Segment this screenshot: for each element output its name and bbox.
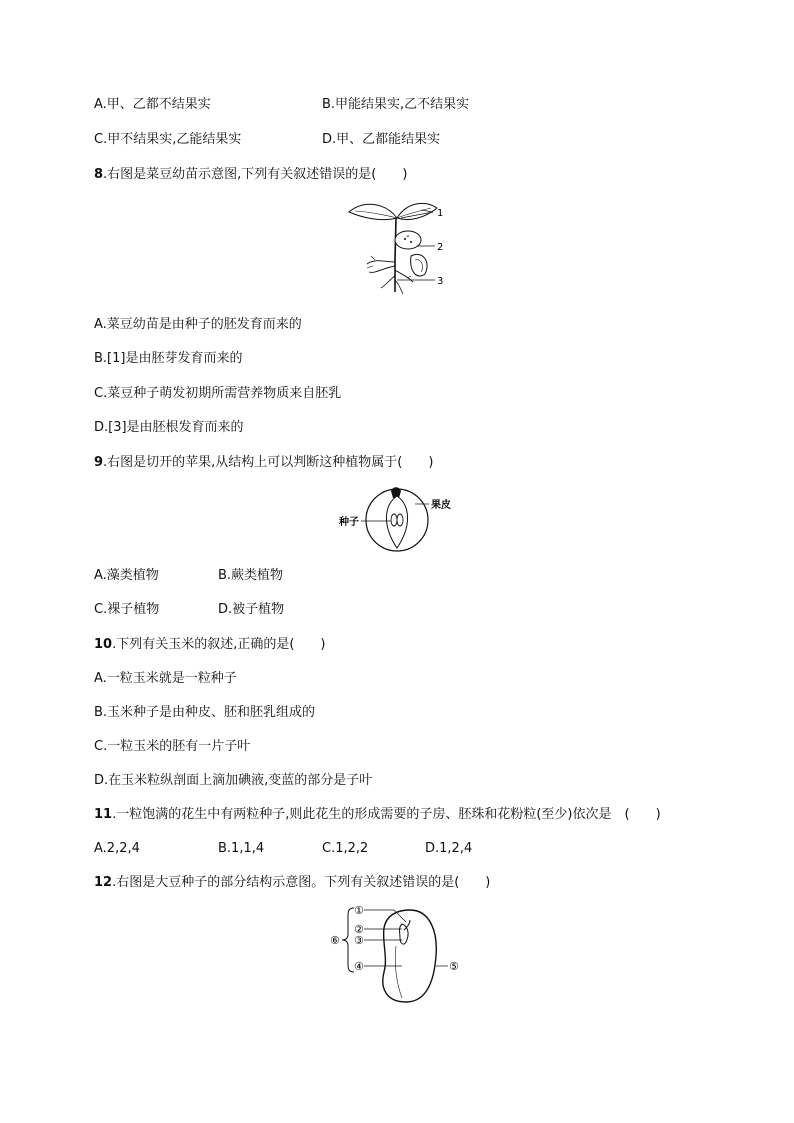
apple-cross-section-figure (335, 484, 465, 554)
q11-option-a: A.2,2,4 (94, 841, 140, 856)
seedling-label-2: 2 (437, 242, 444, 253)
seedling-label-3: 3 (437, 276, 444, 287)
q8-number: 8 (94, 167, 104, 182)
q9-option-d: D.被子植物 (218, 602, 285, 617)
q10-option-b: B.玉米种子是由种皮、胚和胚乳组成的 (94, 705, 316, 720)
q11-stem: .一粒饱满的花生中有两粒种子,则此花生的形成需要的子房、胚珠和花粉粒(至少)依次是 ( ) (112, 807, 661, 822)
q9-option-c: C.裸子植物 (94, 602, 160, 617)
q10-stem-line (94, 636, 326, 654)
q12-number: 12 (94, 875, 113, 890)
seedling-label-1: 1 (437, 208, 444, 219)
q11-option-d: D.1,2,4 (425, 841, 473, 856)
q10-option-c: C.一粒玉米的胚有一片子叶 (94, 739, 251, 754)
bean-seedling-figure (345, 196, 455, 300)
q8-stem-line (94, 166, 407, 184)
q8-option-b: B.[1]是由胚芽发育而来的 (94, 351, 243, 366)
q11-stem-line (94, 806, 661, 824)
q9-stem: .右图是切开的苹果,从结构上可以判断这种植物属于( ) (103, 455, 434, 470)
q10-option-d: D.在玉米粒纵剖面上滴加碘液,变蓝的部分是子叶 (94, 773, 373, 788)
q12-stem: .右图是大豆种子的部分结构示意图。下列有关叙述错误的是( ) (112, 875, 491, 890)
q11-option-c: C.1,2,2 (322, 841, 369, 856)
q9-number: 9 (94, 455, 104, 470)
q11-option-b: B.1,1,4 (218, 841, 265, 856)
q9-stem-line (94, 454, 433, 472)
soybean-label-2: ② (354, 923, 364, 936)
soybean-label-5: ⑤ (449, 960, 459, 973)
q11-number: 11 (94, 807, 113, 822)
soybean-label-1: ① (354, 904, 364, 917)
q7-option-d: D.甲、乙都能结果实 (322, 132, 441, 147)
q8-option-a: A.菜豆幼苗是由种子的胚发育而来的 (94, 317, 302, 332)
q8-option-d: D.[3]是由胚根发育而来的 (94, 420, 244, 435)
soybean-label-3: ③ (354, 934, 364, 947)
q10-option-a: A.一粒玉米就是一粒种子 (94, 671, 237, 686)
apple-label-seed: 种子 (339, 517, 359, 528)
soybean-label-4: ④ (354, 960, 364, 973)
q8-stem: .右图是菜豆幼苗示意图,下列有关叙述错误的是( ) (103, 167, 408, 182)
soybean-seed-figure (330, 902, 470, 1006)
soybean-label-6: ⑥ (330, 934, 340, 947)
q10-number: 10 (94, 637, 113, 652)
q7-option-a: A.甲、乙都不结果实 (94, 97, 211, 112)
q8-option-c: C.菜豆种子萌发初期所需营养物质来自胚乳 (94, 386, 342, 401)
q10-stem: .下列有关玉米的叙述,正确的是( ) (112, 637, 326, 652)
q9-option-a: A.藻类植物 (94, 568, 159, 583)
q9-option-b: B.蕨类植物 (218, 568, 284, 583)
q7-option-b: B.甲能结果实,乙不结果实 (322, 97, 470, 112)
q7-option-c: C.甲不结果实,乙能结果实 (94, 132, 242, 147)
q12-stem-line (94, 874, 490, 892)
apple-label-peel: 果皮 (431, 500, 451, 511)
